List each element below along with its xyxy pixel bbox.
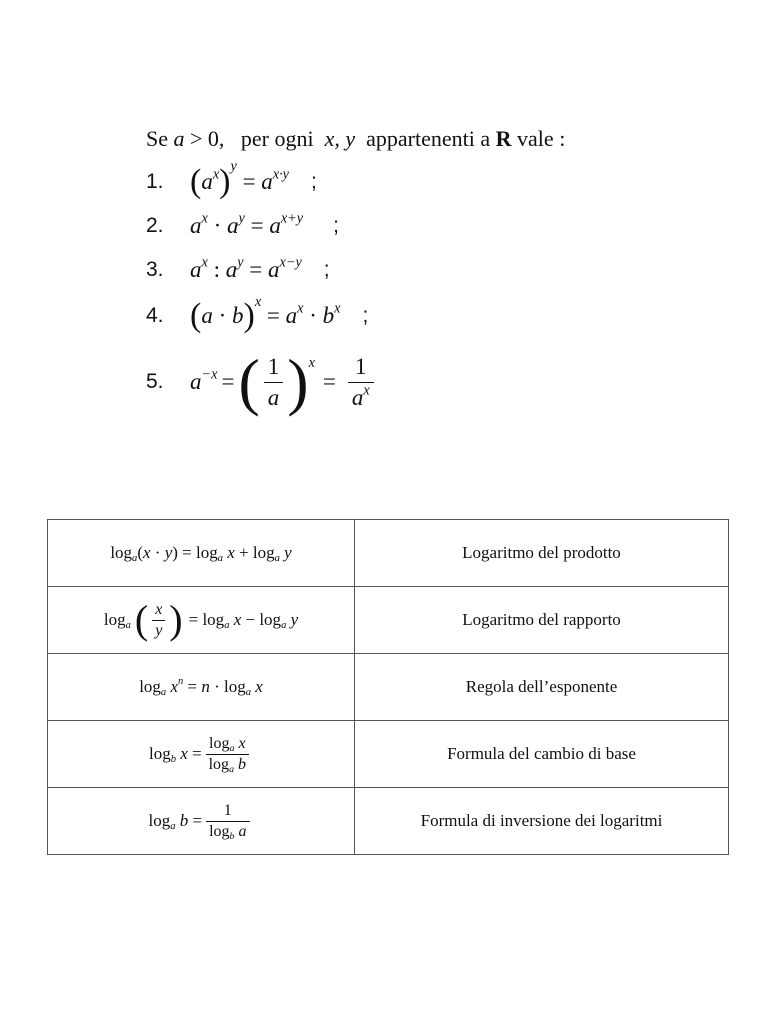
rule-formula: $a^{-x}$ = ( 1 a ) $^x$ = $\frac{1}{a^x}$	[190, 350, 378, 414]
description-cell: Logaritmo del rapporto	[355, 587, 729, 654]
rule-formula: $(a \cdot b)^x = a^x \cdot b^x$	[190, 293, 341, 334]
exponent-rule-4: 4. $(a \cdot b)^x = a^x \cdot b^x$ ;	[146, 293, 369, 334]
exponent-rule-5	[146, 340, 706, 424]
rule-formula: $a^x \cdot a^y = a^{x+y}$	[190, 210, 304, 238]
rule-number: 4.	[146, 304, 164, 327]
table-row	[48, 587, 729, 654]
exponent-rule-2: 2. $a^x \cdot a^y = a^{x+y}$ ;	[146, 210, 339, 238]
formula-cell: $\log_a$ ( $\frac{x}{y}$ ) = $\log_a x - \log_a y$	[48, 587, 355, 654]
table-row	[48, 520, 729, 587]
rule-number: 3.	[146, 258, 164, 281]
table-row	[48, 654, 729, 721]
logarithm-properties-table	[47, 519, 729, 855]
formula-cell: $\log_b x$ = $\frac{\log_a x}{\log_a b}$	[48, 721, 355, 788]
rule-formula: $(a^x)^y = a^{x\cdot y}$	[190, 158, 290, 200]
rule-number: 2.	[146, 214, 164, 237]
description-cell: Logaritmo del prodotto	[355, 520, 729, 587]
table-row	[48, 788, 729, 855]
description-cell: Formula di inversione dei logaritmi	[355, 788, 729, 855]
formula-cell: $\log_a b$ = $\frac{1}{\log_b a}$	[48, 788, 355, 855]
formula-cell: $\log_a(x \cdot y) = \log_a x + \log_a y$	[48, 520, 355, 587]
exponent-rules	[146, 124, 706, 424]
rule-number: 5.	[146, 370, 164, 393]
exponent-rule-3: 3. $a^x$ : $a^y = a^{x-y}$ ;	[146, 254, 330, 282]
description-cell: Regola dell’esponente	[355, 654, 729, 721]
rule-number: 1.	[146, 170, 164, 193]
exponent-rule-1: 1. $(a^x)^y = a^{x\cdot y}$ ;	[146, 158, 317, 200]
formula-cell: $\log_a x^n = n \cdot \log_a x$	[48, 654, 355, 721]
rule-formula: $a^x$ : $a^y = a^{x-y}$	[190, 254, 302, 282]
table-row	[48, 721, 729, 788]
exponent-rules-heading: Se a > 0, per ogni x, y appartenenti a R vale :	[146, 126, 566, 151]
description-cell: Formula del cambio di base	[355, 721, 729, 788]
